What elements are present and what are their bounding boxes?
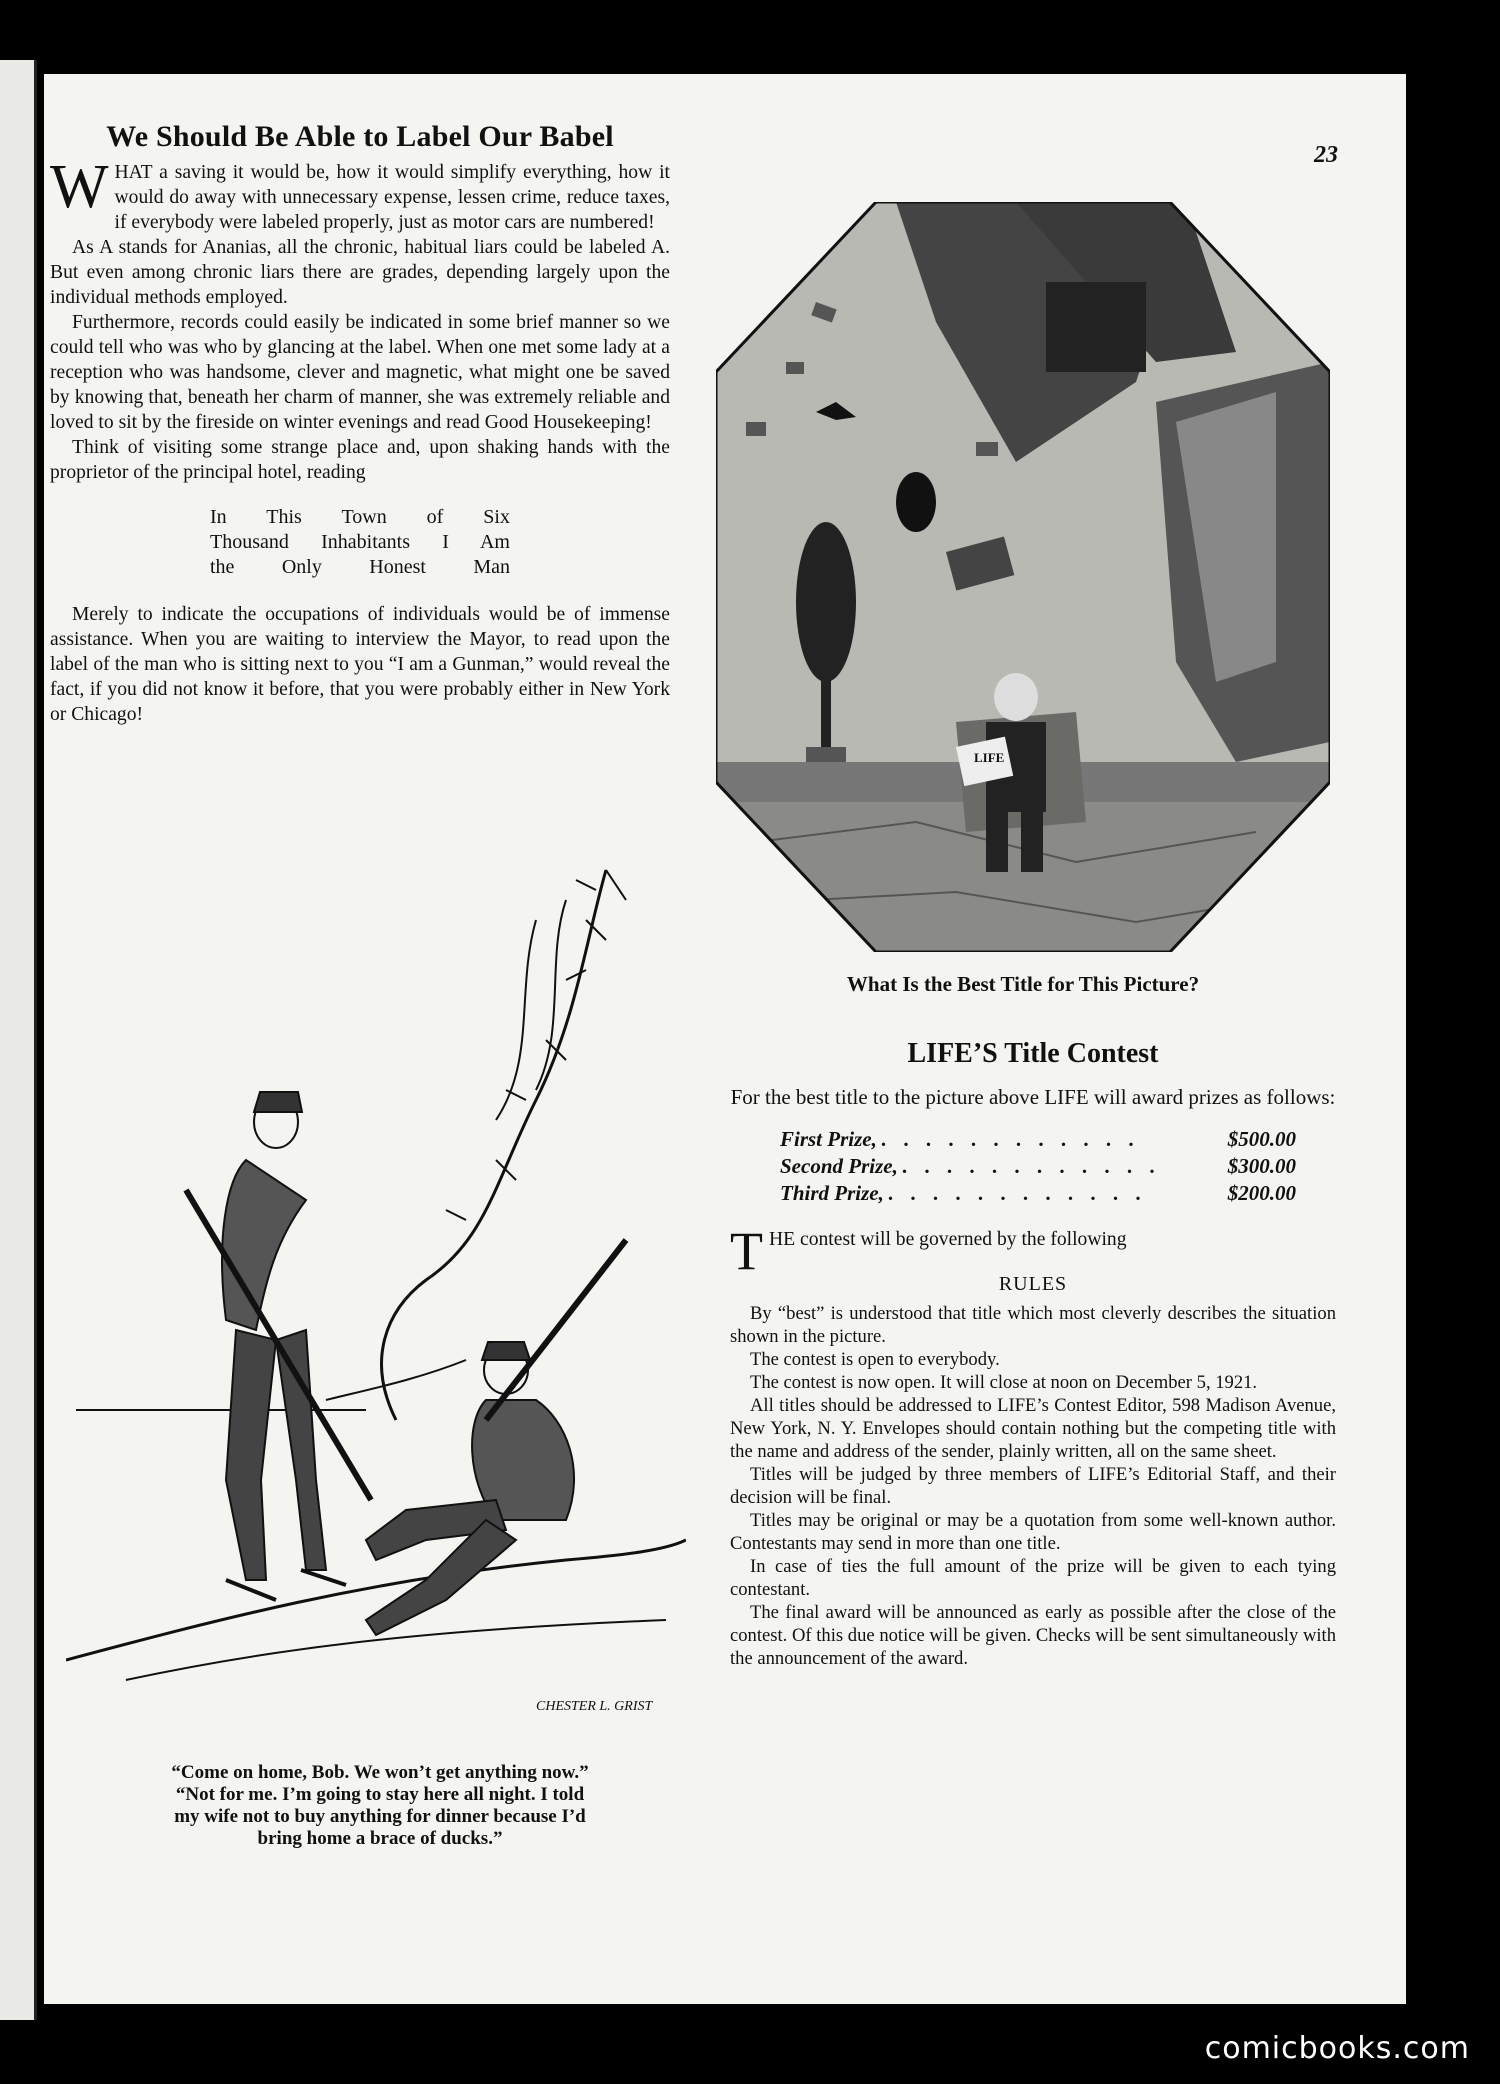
prize-label: First Prize, [780, 1127, 877, 1151]
rule-paragraph: The contest is now open. It will close at noon on December 5, 1921. [750, 1372, 1258, 1393]
article-paragraph-4: Think of visiting some strange place and, upon shaking hands with the proprietor of the principal hotel, reading [50, 437, 670, 483]
hunters-cartoon [66, 860, 686, 1760]
drop-cap: T [730, 1221, 763, 1281]
site-watermark: comicbooks.com [1204, 2031, 1470, 2066]
leader-dots: . . . . . . . . . . . . [880, 1127, 1140, 1151]
octagon-cartoon [716, 202, 1330, 952]
drop-cap: W [50, 153, 109, 221]
prize-amount: $300.00 [1227, 1154, 1296, 1178]
prize-list [780, 1126, 1296, 1207]
hunters-caption [90, 1762, 670, 1850]
article-paragraph-2: As A stands for Ananias, all the chronic, habitual liars could be labeled A. But even among chronic liars there are grades, depending largely upon the individual methods employed. [50, 237, 670, 308]
prize-amount: $500.00 [1227, 1127, 1296, 1151]
babel-article [50, 120, 670, 727]
title-contest [730, 1034, 1336, 1670]
prize-label: Third Prize, [780, 1181, 884, 1205]
rule-paragraph: In case of ties the full amount of the prize will be given to each tying contestant. [730, 1556, 1336, 1600]
rule-paragraph: By “best” is understood that title which most cleverly describes the situation shown in the picture. [730, 1303, 1336, 1347]
rule-paragraph: Titles will be judged by three members of LIFE’s Editorial Staff, and their decision will be final. [730, 1464, 1336, 1508]
facing-page-edge [0, 60, 37, 2020]
contest-intro: For the best title to the picture above LIFE will award prizes as follows: [730, 1085, 1336, 1109]
rule-paragraph: The final award will be announced as early as possible after the close of the contest. Of this due notice will be given. Checks will be sent simultaneously with the announcement of the award. [730, 1602, 1336, 1669]
contest-title: LIFE’S Title Contest [907, 1038, 1159, 1069]
prize-row [780, 1126, 1296, 1153]
sign-line: Thousand Inhabitants I Am [210, 531, 510, 553]
article-paragraph-3: Furthermore, records could easily be indicated in some brief manner so we could tell who was who by glancing at the label. When one met some lady at a reception who was handsome, clever and magnetic, what might one be saved by knowing that, beneath her charm of manner, she was extremely reliable and loved to sit by the fireside on winter evenings and read Good Housekeeping! [50, 312, 670, 433]
prize-row [780, 1153, 1296, 1180]
leader-dots: . . . . . . . . . . . . [887, 1181, 1147, 1205]
sign-line: In This Town of Six [210, 506, 510, 528]
prize-label: Second Prize, [780, 1154, 898, 1178]
rule-paragraph: Titles may be original or may be a quotation from some well-known author. Contestants may send in more than one title. [730, 1510, 1336, 1554]
artist-signature: CHESTER L. GRIST [536, 1699, 653, 1714]
rule-paragraph: All titles should be addressed to LIFE’s Contest Editor, 598 Madison Avenue, New York, N. Y. Envelopes should contain nothing but the competing title with the name and address of the sender, plainly written, all on the same sheet. [730, 1395, 1336, 1462]
caption-line: “Come on home, Bob. We won’t get anything now.” [171, 1762, 589, 1783]
hotel-label-sign [210, 505, 510, 580]
caption-line: my wife not to buy anything for dinner because I’d [174, 1806, 586, 1827]
sign-line: the Only Honest Man [210, 556, 510, 578]
prize-amount: $200.00 [1227, 1181, 1296, 1205]
governed-line: THE contest will be governed by the following [730, 1221, 1127, 1281]
page-number: 23 [1314, 142, 1338, 168]
life-magazine-label: LIFE [974, 750, 1005, 765]
octagon-caption: What Is the Best Title for This Picture? [846, 972, 1200, 996]
prize-row [780, 1180, 1296, 1207]
caption-line: “Not for me. I’m going to stay here all night. I told [175, 1784, 585, 1805]
article-paragraph-1: WHAT a saving it would be, how it would simplify everything, how it would do away with unnecessary expense, lessen crime, reduce taxes, if everybody were labeled properly, just as motor cars are numbered! [50, 153, 670, 233]
leader-dots: . . . . . . . . . . . . [901, 1154, 1161, 1178]
article-title: We Should Be Able to Label Our Babel [106, 120, 614, 153]
rule-paragraph: The contest is open to everybody. [750, 1349, 1000, 1370]
article-closing-paragraph: Merely to indicate the occupations of individuals would be of immense assistance. When you are waiting to interview the Mayor, to read upon the label of the man who is sitting next to you “I am a Gunman,” would reveal the fact, if you did not know it before, that you were probably either in New York or Chicago! [50, 604, 670, 725]
rules-heading: RULES [998, 1273, 1068, 1295]
caption-line: bring home a brace of ducks.” [257, 1828, 503, 1849]
